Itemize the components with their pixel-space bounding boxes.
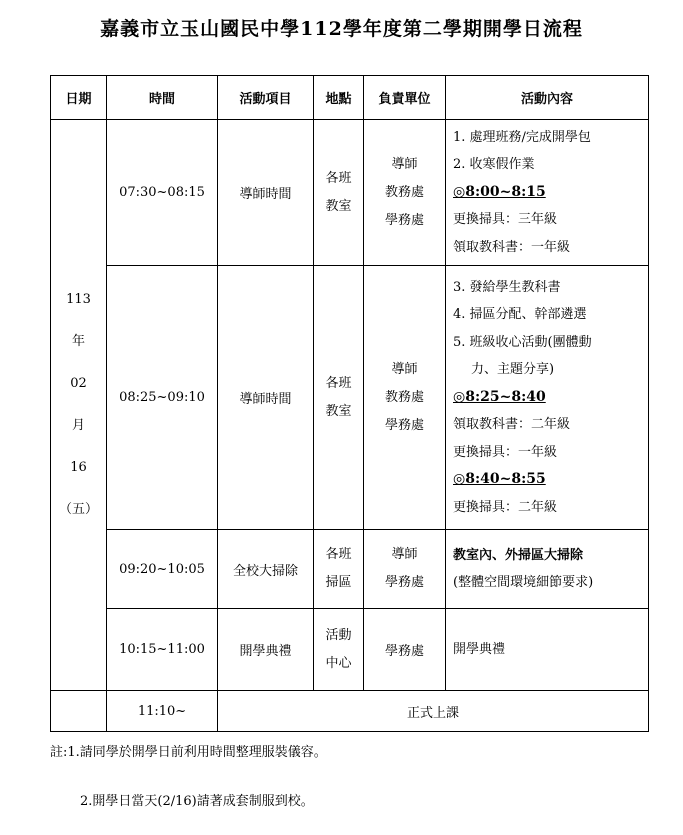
note-1: 註:1.請同學於開學日前利用時間整理服裝儀容。 (50, 745, 327, 760)
header-activity: 活動項目 (218, 76, 314, 120)
table-header-row (51, 76, 649, 120)
activity-cell: 開學典禮 (218, 609, 314, 691)
content-cell: 開學典禮 (446, 609, 649, 691)
empty-date-cell (51, 691, 107, 732)
activity-cell: 全校大掃除 (218, 530, 314, 609)
time-cell: 09:20~10:05 (107, 530, 218, 609)
unit-cell: 學務處 (364, 609, 446, 691)
header-content: 活動內容 (446, 76, 649, 120)
page-title: 嘉義市立玉山國民中學112學年度第二學期開學日流程 (100, 18, 583, 40)
content-cell: 教室內、外掃區大掃除 (整體空間環境細節要求) (446, 530, 649, 609)
unit-cell: 導師 學務處 (364, 530, 446, 609)
location-cell: 各班 教室 (314, 266, 364, 530)
table-row (51, 530, 649, 609)
table-row (51, 266, 649, 530)
table-row (51, 691, 649, 732)
time-cell: 11:10~ (107, 691, 218, 732)
content-cell: 1. 處理班務/完成開學包 2. 收寒假作業 ◎8:00~8:15 更換掃具：三年級 領取教科書：一年級 (446, 120, 649, 266)
header-location: 地點 (314, 76, 364, 120)
time-cell: 08:25~09:10 (107, 266, 218, 530)
location-cell: 各班 掃區 (314, 530, 364, 609)
table-row (51, 120, 649, 266)
location-cell: 活動 中心 (314, 609, 364, 691)
header-date: 日期 (51, 76, 107, 120)
unit-cell: 導師 教務處 學務處 (364, 266, 446, 530)
schedule-table (50, 75, 649, 732)
merged-cell: 正式上課 (218, 691, 649, 732)
table-row (51, 609, 649, 691)
time-cell: 07:30~08:15 (107, 120, 218, 266)
date-cell: 113 年 02 月 16 （五） (51, 120, 107, 691)
activity-cell: 導師時間 (218, 120, 314, 266)
header-unit: 負責單位 (364, 76, 446, 120)
activity-cell: 導師時間 (218, 266, 314, 530)
header-time: 時間 (107, 76, 218, 120)
unit-cell: 導師 教務處 學務處 (364, 120, 446, 266)
note-2: 2.開學日當天(2/16)請著成套制服到校。 (80, 794, 314, 809)
content-cell: 3. 發給學生教科書 4. 掃區分配、幹部遴選 5. 班級收心活動(團體動 力、主題分享) ◎8:25~8:40 領取教科書：二年級 更換掃具：一年級 ◎8:40~8:55 更換掃具：二年級 (446, 266, 649, 530)
location-cell: 各班 教室 (314, 120, 364, 266)
time-cell: 10:15~11:00 (107, 609, 218, 691)
